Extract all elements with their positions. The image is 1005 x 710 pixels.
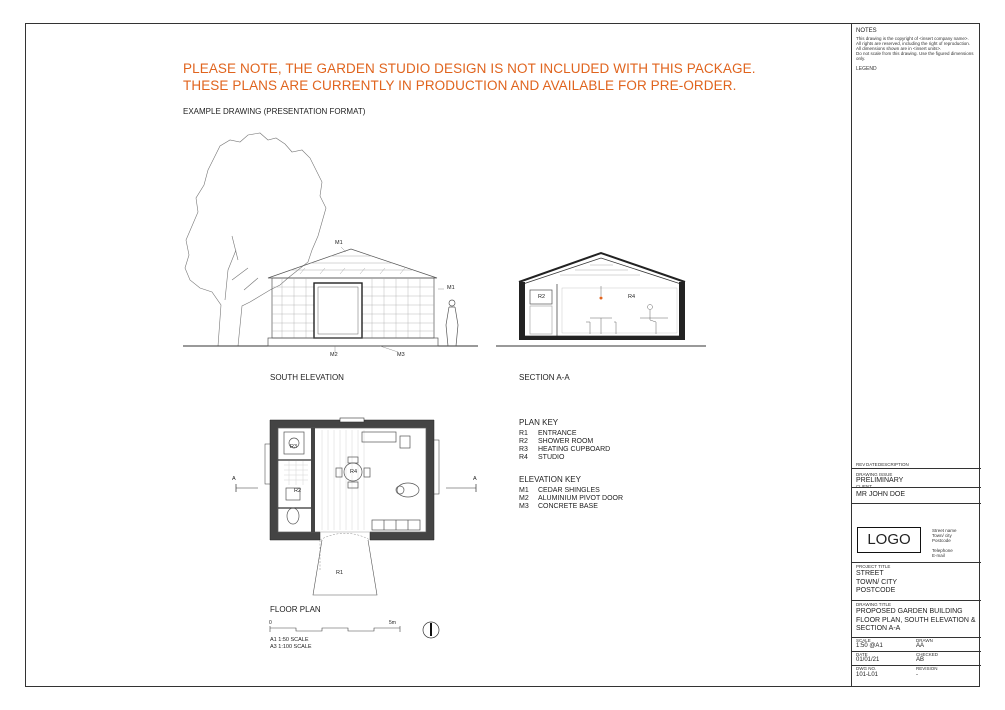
notes-title: NOTES xyxy=(856,28,877,34)
checked-label: CHECKED xyxy=(916,652,939,657)
section-furniture xyxy=(586,286,668,334)
elevation-key-item: M1 CEDAR SHINGLES xyxy=(519,487,600,494)
tag-r2-plan: R2 xyxy=(294,488,302,494)
rev-header-description: DESCRIPTION xyxy=(878,462,909,467)
tag-r1-plan: R1 xyxy=(336,570,344,576)
tag-m2: M2 xyxy=(330,352,338,358)
scale-label: SCALE xyxy=(856,638,871,643)
notice-line-1: PLEASE NOTE, THE GARDEN STUDIO DESIGN IS NOT INCLUDED WITH THIS PACKAGE. xyxy=(183,61,756,76)
tag-r4-section: R4 xyxy=(628,294,636,300)
plan-key-item: R1 ENTRANCE xyxy=(519,430,577,437)
checked-value: AB xyxy=(916,657,925,663)
drawing-issue-label: DRAWING ISSUE xyxy=(856,472,893,477)
section-title: SECTION A-A xyxy=(519,373,570,382)
example-drawing-title: EXAMPLE DRAWING (PRESENTATION FORMAT) xyxy=(183,107,366,116)
scale-bar xyxy=(270,626,400,632)
notice-line-2: THESE PLANS ARE CURRENTLY IN PRODUCTION AND AVAILABLE FOR PRE-ORDER. xyxy=(183,78,737,93)
scale-start: 0 xyxy=(269,620,272,626)
tag-r3-plan: R3 xyxy=(290,444,298,450)
floor-plan xyxy=(236,418,476,595)
plan-key-item: R3 HEATING CUPBOARD xyxy=(519,446,611,453)
tag-m3: M3 xyxy=(397,352,405,358)
drawing-title-label: DRAWING TITLE xyxy=(856,602,892,607)
elevation-key-item: M3 CONCRETE BASE xyxy=(519,503,598,510)
legend-title: LEGEND xyxy=(856,66,877,72)
elevation-key-title: ELEVATION KEY xyxy=(519,475,581,484)
drawn-value: AA xyxy=(916,643,925,649)
drawing-title: PROPOSED GARDEN BUILDING FLOOR PLAN, SOUTH ELEVATION & SECTION A-A xyxy=(856,608,976,632)
date-label: DATE xyxy=(856,652,868,657)
logo: LOGO xyxy=(857,527,921,553)
plan-key-item: R4 STUDIO xyxy=(519,454,565,461)
elevation-key xyxy=(519,476,623,511)
elevation-concrete-base xyxy=(268,338,438,346)
rev-header-date: DATE xyxy=(866,462,878,467)
plan-key-title: PLAN KEY xyxy=(519,418,559,427)
elevation-key-item: M2 ALUMINIUM PIVOT DOOR xyxy=(519,495,624,502)
revision-value: - xyxy=(916,672,918,678)
date-value: 01/01/21 xyxy=(856,657,880,663)
section-mark-a-left: A xyxy=(232,476,236,482)
project-title: STREET TOWN/ CITY POSTCODE xyxy=(856,570,898,594)
revision-label: REVISION xyxy=(916,666,938,671)
section-mark-a-right: A xyxy=(473,476,477,482)
elevation-pivot-door xyxy=(314,283,362,338)
north-arrow-icon xyxy=(423,622,439,638)
tag-m1-roof: M1 xyxy=(335,240,343,246)
plan-key xyxy=(519,419,610,462)
title-block xyxy=(851,23,980,687)
scale-end: 5m xyxy=(389,620,396,626)
person-figure xyxy=(446,300,458,346)
section-roof xyxy=(519,253,685,282)
scale-a1: A1 1:50 SCALE xyxy=(270,637,309,643)
rev-header-rev: REV xyxy=(856,462,866,467)
address-block: Street name Town/ city Postcode Telephone E-mail xyxy=(932,528,957,558)
project-title-label: PROJECT TITLE xyxy=(856,564,891,569)
dwg-no-label: DWG NO. xyxy=(856,666,877,671)
tag-r2-section: R2 xyxy=(538,294,546,300)
south-elevation-title: SOUTH ELEVATION xyxy=(270,373,344,382)
floor-plan-title: FLOOR PLAN xyxy=(270,605,321,614)
client-label: CLIENT xyxy=(856,484,873,489)
notes-text: This drawing is the copyright of <insert company name>. All rights are reserved, including the right of reproduction. All dimensions shown are in <insert units>. Do not scale from this drawing. Use the figured dimensions only. xyxy=(856,36,974,61)
scale-value: 1:50 @A1 xyxy=(856,643,883,649)
tag-m1-wall: M1 xyxy=(447,285,455,291)
scale-a3: A3 1:100 SCALE xyxy=(270,644,312,650)
drawn-label: DRAWN xyxy=(916,638,933,643)
client: MR JOHN DOE xyxy=(856,491,905,498)
dwg-no-value: 101-L01 xyxy=(856,672,879,678)
plan-key-item: R2 SHOWER ROOM xyxy=(519,438,594,445)
drawing-issue: PRELIMINARY xyxy=(856,477,904,484)
tag-r4-plan: R4 xyxy=(350,469,358,475)
